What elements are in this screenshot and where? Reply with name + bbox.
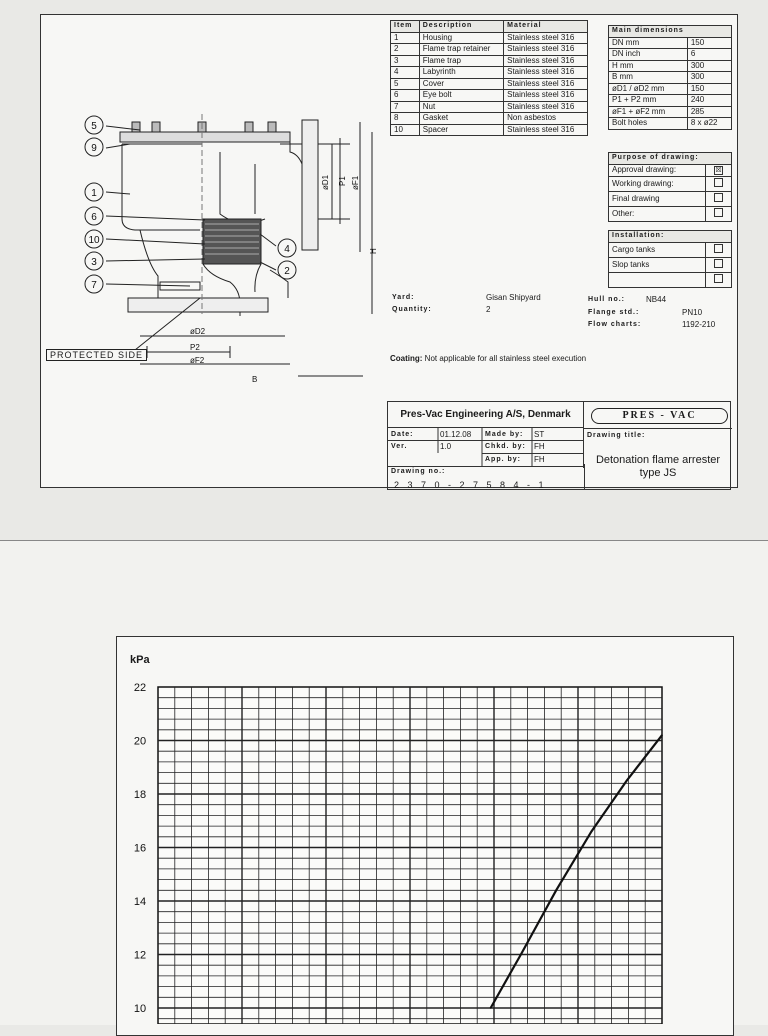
dimension-name: øD1 / øD2 mm <box>609 83 688 95</box>
series-point <box>490 1007 492 1009</box>
y-tick-label: 14 <box>133 896 147 908</box>
table-row <box>391 90 588 102</box>
table-row <box>391 67 588 79</box>
parts-item: 10 <box>391 124 420 136</box>
purpose-checkbox-cell <box>706 206 732 221</box>
coating-value: Not applicable for all stainless steel execution <box>424 354 587 363</box>
parts-item: 2 <box>391 44 420 56</box>
series-point <box>555 890 557 892</box>
parts-description: Nut <box>419 101 503 113</box>
installation-label: Slop tanks <box>609 257 706 272</box>
parts-material: Stainless steel 316 <box>504 124 588 136</box>
chkd-label: Chkd. by: <box>485 443 526 450</box>
purpose-checkbox-cell <box>706 164 732 176</box>
parts-item: 5 <box>391 78 420 90</box>
parts-item: 7 <box>391 101 420 113</box>
drawing-title-line1: Detonation flame arrester <box>595 454 721 466</box>
table-row <box>609 164 732 176</box>
made-value: ST <box>534 430 545 439</box>
table-row <box>609 118 732 130</box>
table-row <box>609 106 732 118</box>
parts-description: Housing <box>419 32 503 44</box>
purpose-label: Other: <box>609 206 706 221</box>
drawing-no-value: 2 3 7 0 - 2 7 5 8 4 - 1 <box>394 480 547 490</box>
parts-material: Stainless steel 316 <box>504 90 588 102</box>
company-name: Pres-Vac Engineering A/S, Denmark <box>388 402 584 428</box>
checkbox[interactable] <box>714 208 723 217</box>
drawing-title <box>584 454 732 480</box>
parts-material: Stainless steel 316 <box>504 78 588 90</box>
flow-label: Flow charts: <box>588 321 642 328</box>
callout-3: 3 <box>91 257 97 268</box>
parts-material: Stainless steel 316 <box>504 32 588 44</box>
parts-description: Flame trap <box>419 55 503 67</box>
checkbox[interactable] <box>714 244 723 253</box>
drawing-no-label: Drawing no.: <box>391 468 446 475</box>
table-row <box>609 37 732 49</box>
hull-label: Hull no.: <box>588 296 625 303</box>
dimension-value: 300 <box>687 72 731 84</box>
table-row <box>609 176 732 191</box>
table-row <box>391 113 588 125</box>
y-tick-label: 20 <box>133 735 147 748</box>
installation-label <box>609 272 706 287</box>
y-tick-label: 10 <box>133 1003 147 1015</box>
parts-material: Stainless steel 316 <box>504 101 588 113</box>
parts-item: 4 <box>391 67 420 79</box>
callout-4: 4 <box>284 244 290 255</box>
dim-p1: P1 <box>338 176 347 186</box>
parts-description: Flame trap retainer <box>419 44 503 56</box>
installation-checkbox-cell <box>706 257 732 272</box>
dimension-name: H mm <box>609 60 688 72</box>
purpose-checkbox-cell <box>706 191 732 206</box>
flange-label: Flange std.: <box>588 309 640 316</box>
table-row <box>609 257 732 272</box>
table-row <box>609 206 732 221</box>
parts-description: Cover <box>419 78 503 90</box>
dimension-name: Bolt holes <box>609 118 688 130</box>
purpose-label: Approval drawing: <box>609 164 706 176</box>
coating-label: Coating: <box>390 354 423 363</box>
quantity-value: 2 <box>486 305 491 314</box>
dimension-value: 285 <box>687 106 731 118</box>
parts-material: Stainless steel 316 <box>504 55 588 67</box>
checkbox[interactable]: ☒ <box>715 166 722 174</box>
installation-checkbox-cell <box>706 272 732 287</box>
y-tick-label: 16 <box>133 842 147 855</box>
app-label: App. by: <box>485 456 521 463</box>
y-tick-label: 18 <box>133 789 147 801</box>
series-point <box>591 831 593 833</box>
dimension-value: 8 x ø22 <box>687 118 731 130</box>
series-point <box>626 780 628 782</box>
table-row <box>391 78 588 90</box>
pressure-drop-chart <box>116 636 734 1024</box>
installation-checkbox-cell <box>706 242 732 257</box>
checkbox[interactable] <box>714 193 723 202</box>
parts-description: Eye bolt <box>419 90 503 102</box>
drawing-title-label: Drawing title: <box>587 432 646 439</box>
date-label: Date: <box>391 431 414 438</box>
table-row <box>609 242 732 257</box>
callout-5: 5 <box>91 121 97 132</box>
title-block <box>387 401 731 490</box>
purpose-checkbox-cell <box>706 176 732 191</box>
dimension-value: 300 <box>687 60 731 72</box>
checkbox[interactable] <box>714 259 723 268</box>
parts-item: 6 <box>391 90 420 102</box>
table-row <box>609 95 732 107</box>
table-row <box>609 191 732 206</box>
table-row <box>609 72 732 84</box>
parts-item: 1 <box>391 32 420 44</box>
dimension-name: DN mm <box>609 37 688 49</box>
callout-1: 1 <box>91 188 97 199</box>
flange-value: PN10 <box>682 308 703 317</box>
purpose-label: Final drawing <box>609 191 706 206</box>
parts-header-item: Item <box>391 21 420 33</box>
dimensions-table <box>608 25 732 130</box>
revision-grid-lines <box>388 428 584 468</box>
dimension-value: 150 <box>687 83 731 95</box>
dim-b: B <box>252 375 258 384</box>
callout-10: 10 <box>88 235 100 246</box>
hull-value: NB44 <box>646 295 667 304</box>
date-value: 01.12.08 <box>440 430 472 439</box>
y-tick-label: 22 <box>133 682 147 694</box>
y-tick-label: 12 <box>133 949 147 962</box>
table-row <box>609 60 732 72</box>
parts-item: 3 <box>391 55 420 67</box>
dimension-name: B mm <box>609 72 688 84</box>
dimensions-header: Main dimensions <box>609 26 732 38</box>
table-row <box>391 101 588 113</box>
pres-vac-logo: PRES - VAC <box>591 408 728 424</box>
checkbox[interactable] <box>714 178 723 187</box>
dim-d1: øD1 <box>321 174 330 190</box>
table-row <box>391 124 588 136</box>
app-value: FH <box>534 455 545 464</box>
parts-item: 8 <box>391 113 420 125</box>
quantity-label: Quantity: <box>392 306 432 313</box>
ver-value: 1.0 <box>440 442 452 451</box>
chart-ylabel: kPa <box>130 654 150 666</box>
callout-9: 9 <box>91 143 97 154</box>
parts-material: Stainless steel 316 <box>504 67 588 79</box>
dim-h: H <box>369 248 378 254</box>
table-row <box>609 83 732 95</box>
dimension-name: øF1 + øF2 mm <box>609 106 688 118</box>
callout-6: 6 <box>91 212 97 223</box>
flow-value: 1192-210 <box>682 320 716 329</box>
parts-header-description: Description <box>419 21 503 33</box>
divider <box>584 428 732 429</box>
dimension-name: P1 + P2 mm <box>609 95 688 107</box>
installation-label: Cargo tanks <box>609 242 706 257</box>
ver-label: Ver. <box>391 443 408 450</box>
table-row <box>391 44 588 56</box>
parts-description: Spacer <box>419 124 503 136</box>
dim-d2: øD2 <box>190 327 206 336</box>
parts-description: Labyrinth <box>419 67 503 79</box>
dimension-name: DN inch <box>609 49 688 61</box>
parts-description: Gasket <box>419 113 503 125</box>
parts-material: Non asbestos <box>504 113 588 125</box>
dimension-value: 6 <box>687 49 731 61</box>
dim-f1: øF1 <box>351 175 360 190</box>
table-row <box>391 55 588 67</box>
parts-material: Stainless steel 316 <box>504 44 588 56</box>
callout-2: 2 <box>284 266 290 277</box>
dim-p2: P2 <box>190 343 200 352</box>
series-point <box>661 734 663 736</box>
purpose-table <box>608 152 732 222</box>
protected-side-label: PROTECTED SIDE <box>46 349 147 361</box>
parts-header-material: Material <box>504 21 588 33</box>
callout-7: 7 <box>91 280 97 291</box>
table-row <box>391 32 588 44</box>
chkd-value: FH <box>534 442 545 451</box>
parts-table <box>390 20 588 136</box>
dimension-value: 150 <box>687 37 731 49</box>
checkbox[interactable] <box>714 274 723 283</box>
flame-arrester-drawing <box>40 14 390 394</box>
table-row <box>609 272 732 287</box>
dim-f2: øF2 <box>190 356 205 365</box>
revision-grid <box>388 428 584 464</box>
drawing-title-line2: type JS <box>639 467 677 479</box>
installation-table <box>608 230 732 288</box>
yard-label: Yard: <box>392 294 415 301</box>
table-row <box>609 49 732 61</box>
purpose-label: Working drawing: <box>609 176 706 191</box>
purpose-header: Purpose of drawing: <box>609 153 732 165</box>
installation-header: Installation: <box>609 231 732 243</box>
made-label: Made by: <box>485 431 524 438</box>
coating-note <box>390 354 586 363</box>
dimension-value: 240 <box>687 95 731 107</box>
series-point <box>520 954 522 956</box>
yard-value: Gisan Shipyard <box>486 293 541 302</box>
